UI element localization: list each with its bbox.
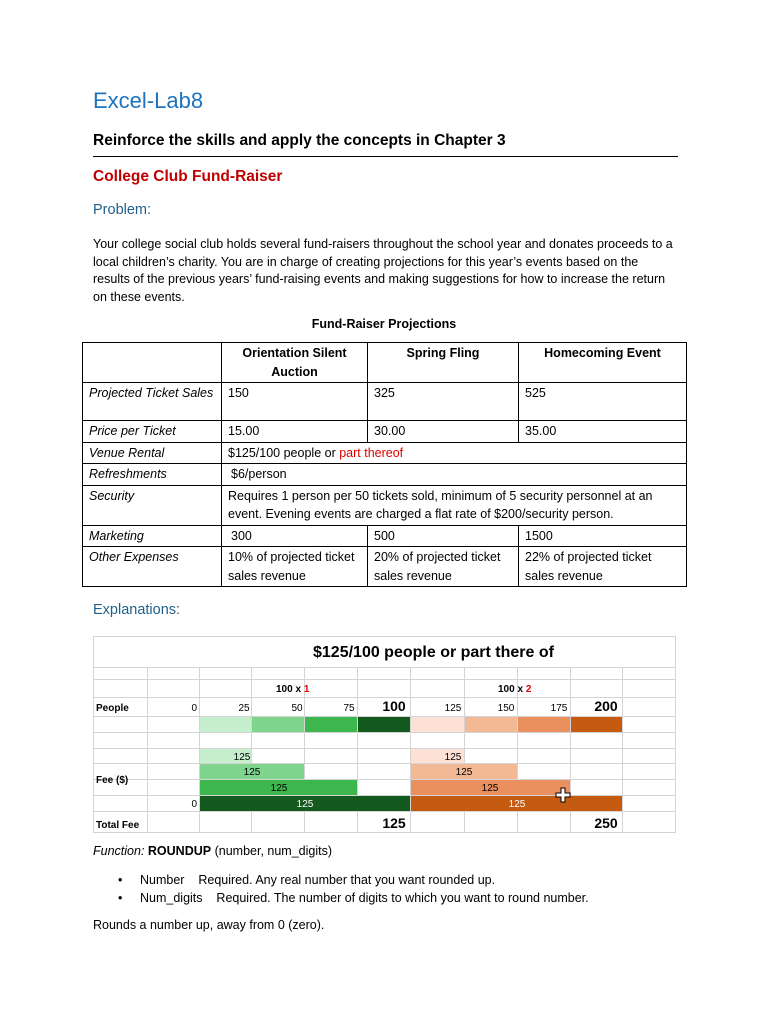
table-cell: 10% of projected ticket sales revenue <box>222 547 368 587</box>
group1-label <box>276 684 310 695</box>
total-fee-value: 250 <box>594 815 618 831</box>
header-empty <box>83 343 222 383</box>
swatch-green-2 <box>252 717 304 732</box>
table-cell: 15.00 <box>222 421 368 443</box>
total-fee-value: 125 <box>382 815 406 831</box>
excel-title: $125/100 people or part there of <box>313 644 554 661</box>
fee-value: 125 <box>444 752 462 763</box>
table-row <box>83 421 687 443</box>
bullet-text: Num_digits Required. The number of digits to which you want to round number. <box>140 891 589 905</box>
problem-heading: Problem: <box>93 202 152 218</box>
header-homecoming: Homecoming Event <box>519 343 687 383</box>
fee-value: 125 <box>481 783 499 794</box>
fee-zero: 0 <box>191 799 197 810</box>
table-row <box>83 525 687 547</box>
table-row <box>83 464 687 486</box>
header-orientation: Orientation Silent Auction <box>222 343 368 383</box>
row-label: Refreshments <box>83 464 222 486</box>
people-value: 75 <box>343 703 355 714</box>
swatch-green-1 <box>200 717 251 732</box>
swatch-green-3 <box>305 717 357 732</box>
group2-mult: 2 <box>525 684 532 695</box>
people-label: People <box>96 703 129 714</box>
people-value: 100 <box>382 698 406 714</box>
table-cell: 500 <box>368 525 519 547</box>
table-row <box>83 442 687 464</box>
people-value: 175 <box>550 703 568 714</box>
table-cell: 30.00 <box>368 421 519 443</box>
fee-value: 125 <box>233 752 251 763</box>
bullet-icon: • <box>118 891 123 905</box>
group2-label <box>498 684 532 695</box>
people-value: 200 <box>594 698 618 714</box>
row-label: Projected Ticket Sales <box>83 383 222 421</box>
explanations-heading: Explanations: <box>93 602 181 618</box>
table-cell: 22% of projected ticket sales revenue <box>519 547 687 587</box>
table-cell: 20% of projected ticket sales revenue <box>368 547 519 587</box>
table-cell: Requires 1 person per 50 tickets sold, minimum of 5 security personnel at an event. Evening events are charged a flat rate of $200/security person. <box>222 485 687 525</box>
problem-text: Your college social club holds several fund-raisers throughout the school year and donates proceeds to a local children’s charity. You are in charge of creating projections for this year’s events based on the results of the previous years’ fund-raising events and making suggestions for how to increase the return on these events. <box>93 237 673 304</box>
function-args: (number, num_digits) <box>214 844 333 858</box>
row-label: Venue Rental <box>83 442 222 464</box>
bullet-icon: • <box>118 873 123 887</box>
group2-base: 100 x <box>498 684 526 695</box>
table-cell: 525 <box>519 383 687 421</box>
excel-grid-svg <box>93 636 675 833</box>
table-cell: 300 <box>222 525 368 547</box>
divider <box>93 156 678 157</box>
table-cell: $6/person <box>222 464 687 486</box>
list-item <box>118 873 495 887</box>
people-zero: 0 <box>191 703 197 714</box>
swatch-orange-3 <box>518 717 570 732</box>
row-label: Price per Ticket <box>83 421 222 443</box>
fee-value: 125 <box>270 783 288 794</box>
table-header-row <box>83 343 687 383</box>
swatch-orange-2 <box>465 717 517 732</box>
group1-mult: 1 <box>303 684 310 695</box>
function-label: Function: <box>93 844 145 858</box>
total-fee-label: Total Fee <box>96 820 140 831</box>
row-label: Security <box>83 485 222 525</box>
table-row <box>83 485 687 525</box>
function-line <box>93 844 332 858</box>
people-value: 125 <box>444 703 462 714</box>
people-value: 50 <box>291 703 303 714</box>
row-label: Other Expenses <box>83 547 222 587</box>
table-row <box>83 547 687 587</box>
header-spring-fling: Spring Fling <box>368 343 519 383</box>
swatch-orange-4 <box>571 717 622 732</box>
projections-table <box>82 342 687 587</box>
people-value: 25 <box>238 703 250 714</box>
doc-title: Excel-Lab8 <box>93 88 204 113</box>
list-item <box>118 891 589 905</box>
venue-text-red: part thereof <box>339 445 404 460</box>
function-footer: Rounds a number up, away from 0 (zero). <box>93 918 325 932</box>
doc-subtitle: Reinforce the skills and apply the concepts in Chapter 3 <box>93 132 506 149</box>
venue-text: $125/100 people or <box>228 445 340 460</box>
swatch-orange-1 <box>411 717 464 732</box>
fee-value: 125 <box>508 799 526 810</box>
people-value: 150 <box>497 703 515 714</box>
table-cell <box>222 442 687 464</box>
bullet-text: Number Required. Any real number that you want rounded up. <box>140 873 496 887</box>
table-cell: 1500 <box>519 525 687 547</box>
fee-value: 125 <box>296 799 314 810</box>
table-caption: Fund-Raiser Projections <box>311 317 457 331</box>
table-cell: 35.00 <box>519 421 687 443</box>
table-cell: 325 <box>368 383 519 421</box>
table-row <box>83 383 687 421</box>
fee-label: Fee ($) <box>96 775 129 786</box>
swatch-green-4 <box>358 717 410 732</box>
row-label: Marketing <box>83 525 222 547</box>
function-name: ROUNDUP <box>147 844 212 858</box>
fee-value: 125 <box>243 767 261 778</box>
fee-value: 125 <box>455 767 473 778</box>
excel-illustration <box>93 636 676 833</box>
section-heading: College Club Fund-Raiser <box>93 168 283 185</box>
table-cell: 150 <box>222 383 368 421</box>
group1-base: 100 x <box>276 684 304 695</box>
